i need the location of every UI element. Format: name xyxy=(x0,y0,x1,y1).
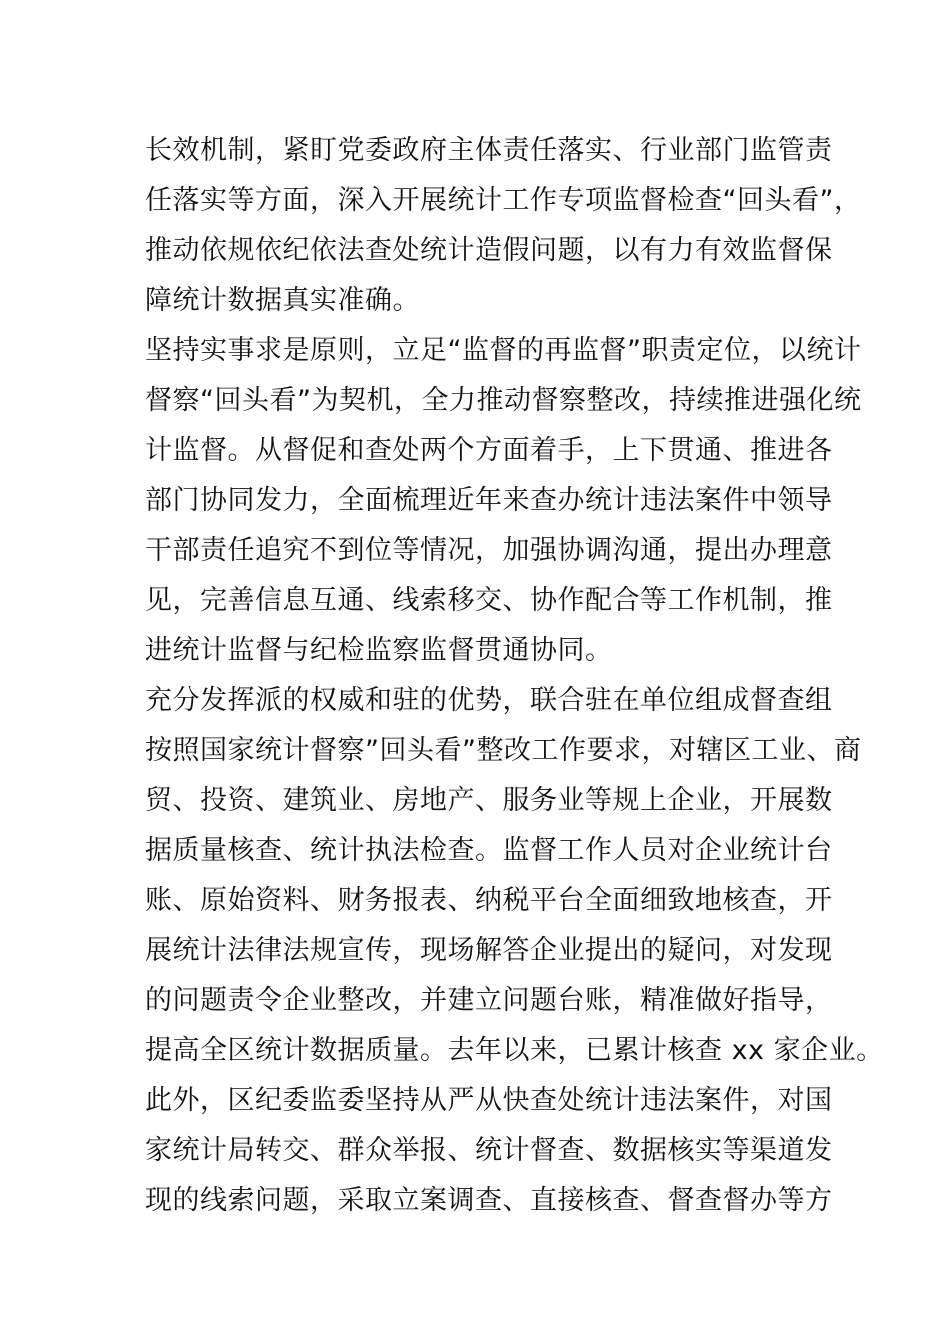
text-line: 任落实等方面，深入开展统计工作专项监督检查“回头看”， xyxy=(145,185,862,216)
text-line: 现的线索问题，采取立案调查、直接核查、督查督办等方 xyxy=(145,1185,833,1216)
text-line: 障统计数据真实准确。 xyxy=(145,285,420,316)
text-line: 督察“回头看”为契机，全力推动督察整改，持续推进强化统 xyxy=(145,385,862,416)
text-line: 据质量核查、统计执法检查。监督工作人员对企业统计台 xyxy=(145,835,833,866)
text-line: 贸、投资、建筑业、房地产、服务业等规上企业，开展数 xyxy=(145,785,833,816)
text-line: 推动依规依纪依法查处统计造假问题，以有力有效监督保 xyxy=(145,235,833,266)
text-line: 提高全区统计数据质量。去年以来，已累计核查 xx 家企业。 xyxy=(145,1035,884,1066)
text-line: 计监督。从督促和查处两个方面着手，上下贯通、推进各 xyxy=(145,435,833,466)
text-line: 按照国家统计督察”回头看”整改工作要求，对辖区工业、商 xyxy=(145,735,862,766)
text-line: 长效机制，紧盯党委政府主体责任落实、行业部门监管责 xyxy=(145,135,833,166)
text-line: 展统计法律法规宣传，现场解答企业提出的疑问，对发现 xyxy=(145,935,833,966)
text-line: 家统计局转交、群众举报、统计督查、数据核实等渠道发 xyxy=(145,1135,833,1166)
text-line: 坚持实事求是原则，立足“监督的再监督”职责定位，以统计 xyxy=(145,335,862,366)
text-line: 进统计监督与纪检监察监督贯通协同。 xyxy=(145,635,613,666)
text-line: 见，完善信息互通、线索移交、协作配合等工作机制，推 xyxy=(145,585,833,616)
text-line: 的问题责令企业整改，并建立问题台账，精准做好指导， xyxy=(145,985,833,1016)
text-line: 此外，区纪委监委坚持从严从快查处统计违法案件，对国 xyxy=(145,1085,833,1116)
text-line: 干部责任追究不到位等情况，加强协调沟通，提出办理意 xyxy=(145,535,833,566)
body-text xyxy=(145,126,884,1226)
text-line: 充分发挥派的权威和驻的优势，联合驻在单位组成督查组 xyxy=(145,685,833,716)
text-line: 账、原始资料、财务报表、纳税平台全面细致地核查，开 xyxy=(145,885,833,916)
text-line: 部门协同发力，全面梳理近年来查办统计违法案件中领导 xyxy=(145,485,833,516)
